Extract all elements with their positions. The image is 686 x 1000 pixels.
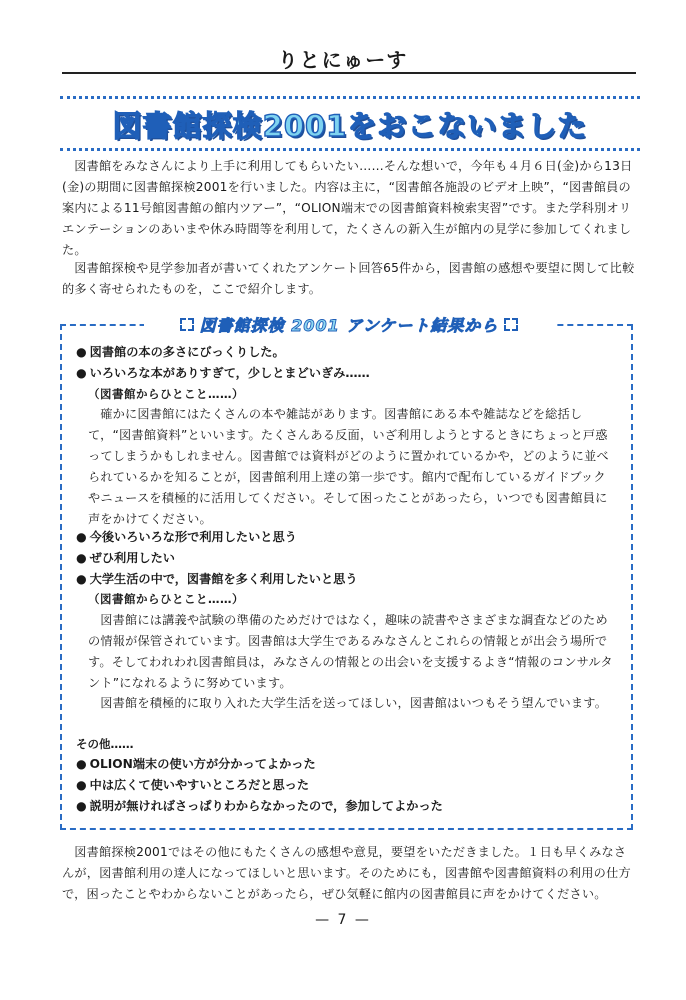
- header-divider: [62, 72, 636, 74]
- library-comment: 図書館には講義や試験の準備のためだけではなく，趣味の読書やさまざまな調査などのための情報が保管されています。図書館は大学生であるみなさんとこれらの情報とが出会う場所です。そしてわれわれ図書館員は，みなさんの情報との出会いを支援するよき“情報のコンサルタント”になれるように努めています。: [88, 613, 613, 690]
- page-number: — 7 —: [315, 912, 371, 928]
- ornament-icon: [504, 318, 518, 331]
- survey-intro-paragraph: 図書館探検や見学参加者が書いてくれたアンケート回答65件から，図書館の感想や要望に関して比較的多く寄せられたものを，ここで紹介します。: [62, 261, 635, 296]
- library-comment-heading: （図書館からひとこと……）: [88, 592, 244, 606]
- banner-dotted-border-bottom: [60, 148, 640, 151]
- library-comment: 確かに図書館にはたくさんの本や雑誌があります。図書館にある本や雑誌などを総括して，“図書館資料”といいます。たくさんある反面，いざ利用しようとするときにちょっと戸惑ってしまうかもしれません。図書館では資料がどのように置かれているかや，どのように並べられているかを知ることが，図書館利用上達の第一歩です。館内で配布しているガイドブックやニュースを積極的に活用してください。そして困ったことがあったら，いつでも図書館員に声をかけてください。: [88, 407, 609, 526]
- bullet-icon: ●: [76, 530, 87, 544]
- ornament-icon: [180, 318, 194, 331]
- library-comment-heading: （図書館からひとこと……）: [88, 387, 244, 401]
- survey-item: [76, 775, 624, 796]
- newsletter-title: りとにゅーす: [277, 48, 409, 72]
- bullet-icon: ●: [76, 572, 87, 586]
- survey-item-text: ぜひ利用したい: [89, 551, 175, 565]
- survey-item-text: OLION端末の使い方が分かってよかった: [89, 757, 316, 771]
- survey-item: [76, 796, 624, 817]
- other-comments-label: その他……: [76, 737, 134, 751]
- survey-item: [76, 363, 624, 384]
- survey-item-text: 大学生活の中で，図書館を多く利用したいと思う: [89, 572, 358, 586]
- survey-heading-text: 図書館探検 2001 アンケート結果から: [199, 316, 499, 335]
- bullet-icon: ●: [76, 551, 87, 565]
- closing-paragraph: 図書館探検2001ではその他にもたくさんの感想や意見，要望をいただきました。１日も早くみなさんが，図書館利用の達人になってほしいと思います。そのためにも，図書館や図書館資料の利用の仕方で，困ったことやわからないことがあったら，ぜひ気軽に館内の図書館員に声をかけてください。: [62, 845, 631, 901]
- survey-item-text: いろいろな本がありすぎて，少しとまどいぎみ……: [89, 366, 370, 380]
- bullet-icon: ●: [76, 345, 87, 359]
- bullet-icon: ●: [76, 799, 87, 813]
- library-comment: 図書館を積極的に取り入れた大学生活を送ってほしい，図書館はいつもそう望んでいます。: [100, 696, 608, 710]
- banner-dotted-border-top: [60, 96, 640, 99]
- survey-item: [76, 342, 624, 363]
- survey-item-text: 図書館の本の多さにびっくりした。: [89, 345, 285, 359]
- bullet-icon: ●: [76, 366, 87, 380]
- survey-item: [76, 527, 624, 548]
- survey-item: [76, 754, 624, 775]
- survey-item-text: 中は広くて使いやすいところだと思った: [89, 778, 310, 792]
- bullet-icon: ●: [76, 757, 87, 771]
- survey-heading: [144, 313, 554, 337]
- survey-item: [76, 569, 624, 590]
- intro-paragraph: 図書館をみなさんにより上手に利用してもらいたい……そんな想いで，今年も４月６日(金)から13日(金)の期間に図書館探検2001を行いました。内容は主に，“図書館各施設のビデオ上映”，“図書館員の案内による11号館図書館の館内ツアー”，“OLION端末での図書館資料検索実習”です。また学科別オリエンテーションのあいまや休み時間等を利用して，たくさんの新入生が館内の見学に参加してくれました。: [62, 159, 633, 257]
- survey-item: [76, 548, 624, 569]
- survey-item-text: 説明が無ければさっぱりわからなかったので，参加してよかった: [89, 799, 443, 813]
- article-title: 図書館探検2001をおこないました: [112, 109, 588, 143]
- survey-item-text: 今後いろいろな形で利用したいと思う: [89, 530, 297, 544]
- bullet-icon: ●: [76, 778, 87, 792]
